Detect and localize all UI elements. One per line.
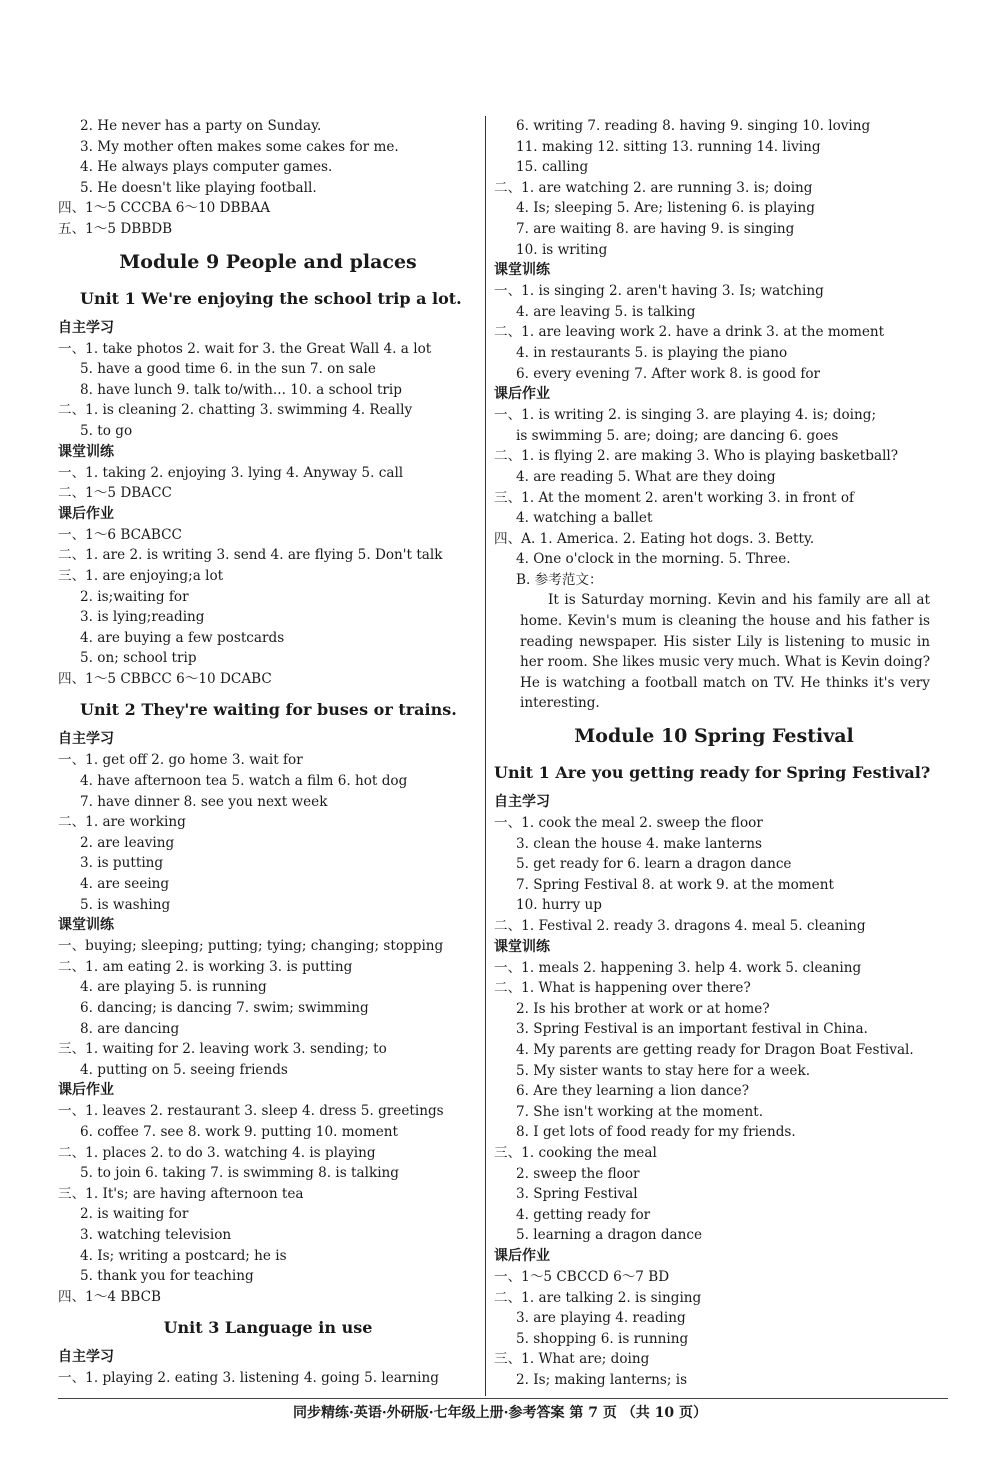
answer-line: 3. are playing 4. reading bbox=[516, 1310, 686, 1327]
answer-line: 6. writing 7. reading 8. having 9. singing 10. loving bbox=[516, 118, 871, 134]
answer-line: is swimming 5. are; doing; are dancing 6. goes bbox=[516, 427, 839, 444]
section-label: 自主学习 bbox=[58, 1349, 114, 1366]
answer-line: 一、buying; sleeping; putting; tying; changing; stopping bbox=[58, 938, 444, 955]
answer-line: 二、1. What is happening over there? bbox=[494, 980, 751, 997]
section-label: 自主学习 bbox=[58, 319, 114, 336]
answer-line: 5. learning a dragon dance bbox=[516, 1227, 703, 1244]
answer-line: 二、1. Festival 2. ready 3. dragons 4. meal 5. cleaning bbox=[494, 918, 866, 934]
answer-line: 二、1. are leaving work 2. have a drink 3. at the moment bbox=[494, 324, 885, 341]
unit-2-title: Unit 2 They're waiting for buses or trains. bbox=[80, 700, 457, 720]
answer-line: 7. Spring Festival 8. at work 9. at the moment bbox=[516, 876, 834, 893]
answer-line: 4. My parents are getting ready for Dragon Boat Festival. bbox=[516, 1041, 914, 1058]
answer-line: 15. calling bbox=[516, 159, 589, 176]
column-divider bbox=[485, 116, 486, 1396]
answer-line: 二、1. is flying 2. are making 3. Who is playing basketball? bbox=[494, 448, 899, 465]
module-10-title: Module 10 Spring Festival bbox=[574, 725, 854, 748]
answer-line: 5. thank you for teaching bbox=[80, 1268, 254, 1285]
answer-line: 四、1～4 BBCB bbox=[58, 1288, 162, 1305]
section-label: 课后作业 bbox=[494, 386, 550, 403]
answer-line: 4. One o'clock in the morning. 5. Three. bbox=[516, 551, 791, 568]
answer-line: 3. is putting bbox=[80, 855, 164, 872]
answer-line: 6. Are they learning a lion dance? bbox=[516, 1083, 749, 1100]
answer-line: 10. hurry up bbox=[516, 897, 602, 914]
answer-line: 三、1. waiting for 2. leaving work 3. sending; to bbox=[58, 1041, 387, 1058]
answer-line: 五、1～5 DBBDB bbox=[58, 220, 173, 237]
answer-line: 三、1. At the moment 2. aren't working 3. in front of bbox=[494, 489, 855, 506]
answer-line: 4. are buying a few postcards bbox=[80, 629, 285, 646]
answer-line: 3. Spring Festival is an important festival in China. bbox=[516, 1021, 868, 1038]
answer-line: 一、1. playing 2. eating 3. listening 4. going 5. learning bbox=[58, 1370, 439, 1387]
answer-line: 一、1～6 BCABCC bbox=[58, 526, 182, 543]
unit-1-title: Unit 1 We're enjoying the school trip a lot. bbox=[80, 288, 462, 308]
answer-line: 6. dancing; is dancing 7. swim; swimming bbox=[80, 1000, 369, 1016]
section-label: 课后作业 bbox=[494, 1247, 550, 1264]
answer-line: 二、1. am eating 2. is working 3. is putting bbox=[58, 958, 353, 975]
answer-line: 7. have dinner 8. see you next week bbox=[80, 793, 328, 810]
answer-line: 一、1. meals 2. happening 3. help 4. work 5. cleaning bbox=[494, 959, 862, 976]
answer-line: 3. Spring Festival bbox=[516, 1186, 638, 1203]
answer-line: 4. getting ready for bbox=[516, 1206, 651, 1223]
answer-line: 三、1. cooking the meal bbox=[494, 1144, 657, 1161]
section-label: 课堂训练 bbox=[58, 443, 114, 460]
answer-line: 一、1. take photos 2. wait for 3. the Great Wall 4. a lot bbox=[58, 340, 432, 357]
answer-line: 一、1. get off 2. go home 3. wait for bbox=[58, 752, 303, 769]
answer-line: 4. Is; sleeping 5. Are; listening 6. is playing bbox=[516, 200, 815, 217]
answer-line: 8. are dancing bbox=[80, 1020, 180, 1037]
answer-line: 二、1. are talking 2. is singing bbox=[494, 1289, 702, 1306]
module-9-title: Module 9 People and places bbox=[119, 250, 417, 273]
answer-line: 11. making 12. sitting 13. running 14. living bbox=[516, 138, 821, 155]
answer-line: 5. have a good time 6. in the sun 7. on sale bbox=[80, 361, 376, 378]
answer-line: 5. on; school trip bbox=[80, 650, 197, 667]
answer-line: 6. coffee 7. see 8. work 9. putting 10. moment bbox=[80, 1123, 398, 1140]
section-label: 自主学习 bbox=[58, 731, 114, 748]
answer-line: 4. in restaurants 5. is playing the piano bbox=[516, 344, 788, 361]
answer-line: 5. shopping 6. is running bbox=[516, 1330, 689, 1347]
answer-line: 2. is;waiting for bbox=[80, 588, 189, 605]
answer-line: 4. watching a ballet bbox=[516, 510, 653, 527]
answer-line: 2. sweep the floor bbox=[516, 1165, 640, 1182]
answer-line: 一、1. is singing 2. aren't having 3. Is; watching bbox=[494, 283, 824, 300]
answer-line: 10. is writing bbox=[516, 241, 608, 258]
answer-line: 3. watching television bbox=[80, 1226, 232, 1243]
answer-line: 二、1. places 2. to do 3. watching 4. is playing bbox=[58, 1144, 376, 1161]
answer-line: 一、1. is writing 2. is singing 3. are playing 4. is; doing; bbox=[494, 407, 877, 424]
answer-line: 4. putting on 5. seeing friends bbox=[80, 1061, 288, 1078]
answer-line: 5. is washing bbox=[80, 896, 171, 913]
section-label: 课后作业 bbox=[58, 1082, 114, 1099]
answer-line: 三、1. It's; are having afternoon tea bbox=[58, 1185, 304, 1202]
answer-line: 5. My sister wants to stay here for a week. bbox=[516, 1062, 811, 1079]
section-label: 课堂训练 bbox=[58, 917, 114, 934]
section-label: 课堂训练 bbox=[494, 938, 550, 955]
answer-line: 二、1. are watching 2. are running 3. is; doing bbox=[494, 179, 813, 196]
answer-line: B. 参考范文： bbox=[516, 571, 603, 588]
section-label: 课堂训练 bbox=[494, 262, 550, 279]
answer-line: 三、1. What are; doing bbox=[494, 1351, 650, 1368]
section-label: 课后作业 bbox=[58, 505, 114, 522]
answer-line: 四、1～5 CBBCC 6～10 DCABC bbox=[58, 670, 272, 687]
answer-line: 4. He always plays computer games. bbox=[80, 159, 333, 176]
answer-line: 5. to join 6. taking 7. is swimming 8. is talking bbox=[80, 1165, 399, 1182]
section-label: 自主学习 bbox=[494, 794, 550, 811]
answer-line: 3. My mother often makes some cakes for me. bbox=[80, 138, 399, 155]
answer-line: 一、1. leaves 2. restaurant 3. sleep 4. dress 5. greetings bbox=[58, 1103, 444, 1120]
answer-line: 5. He doesn't like playing football. bbox=[80, 179, 317, 196]
answer-line: 三、1. are enjoying;a lot bbox=[58, 567, 224, 584]
answer-line: 7. are waiting 8. are having 9. is singing bbox=[516, 220, 795, 237]
answer-line: 7. She isn't working at the moment. bbox=[516, 1103, 764, 1120]
answer-line: 8. I get lots of food ready for my friends. bbox=[516, 1124, 796, 1141]
answer-line: 3. is lying;reading bbox=[80, 609, 205, 626]
answer-line: 4. have afternoon tea 5. watch a film 6. hot dog bbox=[80, 773, 408, 790]
answer-line: 四、1～5 CCCBA 6～10 DBBAA bbox=[58, 200, 271, 217]
left-column bbox=[58, 116, 478, 1389]
answer-line: 2. He never has a party on Sunday. bbox=[80, 118, 322, 134]
right-column bbox=[494, 116, 934, 1390]
page-footer: 同步精练·英语·外研版·七年级上册·参考答案 第 7 页 （共 10 页） bbox=[293, 1405, 707, 1421]
answer-line: 2. Is his brother at work or at home? bbox=[516, 1000, 770, 1017]
unit-3-title: Unit 3 Language in use bbox=[163, 1318, 373, 1338]
answer-line: 四、A. 1. America. 2. Eating hot dogs. 3. Betty. bbox=[494, 530, 815, 547]
answer-line: 4. Is; writing a postcard; he is bbox=[80, 1247, 287, 1264]
module-10-unit-1-title: Unit 1 Are you getting ready for Spring Festival? bbox=[494, 763, 931, 783]
answer-line: 2. are leaving bbox=[80, 834, 175, 851]
answer-line: 4. are seeing bbox=[80, 876, 170, 893]
answer-line: 3. clean the house 4. make lanterns bbox=[516, 835, 762, 852]
answer-line: 二、1. are 2. is writing 3. send 4. are flying 5. Don't talk bbox=[58, 547, 443, 564]
answer-line: 一、1. taking 2. enjoying 3. lying 4. Anyway 5. call bbox=[58, 464, 404, 481]
answer-line: 4. are reading 5. What are they doing bbox=[516, 468, 776, 485]
answer-line: 8. have lunch 9. talk to/with... 10. a school trip bbox=[80, 381, 402, 398]
sample-essay: It is Saturday morning. Kevin and his family are all at home. Kevin's mum is cleaning the house and his father is reading newspaper. His sister Lily is listening to music in her room. She likes music very much. What is Kevin doing? He is watching a football match on TV. He thinks it's very interesting. bbox=[520, 592, 930, 712]
answer-line: 2. Is; making lanterns; is bbox=[516, 1371, 688, 1388]
answer-line: 2. is waiting for bbox=[80, 1206, 189, 1223]
answer-line: 二、1. are working bbox=[58, 814, 186, 831]
answer-line: 5. get ready for 6. learn a dragon dance bbox=[516, 856, 792, 873]
answer-line: 二、1. is cleaning 2. chatting 3. swimming 4. Really bbox=[58, 402, 413, 419]
answer-line: 4. are leaving 5. is talking bbox=[516, 303, 696, 320]
footer-rule bbox=[58, 1398, 948, 1399]
answer-line: 一、1～5 CBCCD 6～7 BD bbox=[494, 1268, 670, 1285]
answer-line: 5. to go bbox=[80, 422, 133, 439]
answer-line: 6. every evening 7. After work 8. is good for bbox=[516, 365, 821, 382]
answer-line: 一、1. cook the meal 2. sweep the floor bbox=[494, 815, 763, 832]
answer-line: 4. are playing 5. is running bbox=[80, 979, 267, 996]
answer-line: 二、1～5 DBACC bbox=[58, 485, 172, 502]
